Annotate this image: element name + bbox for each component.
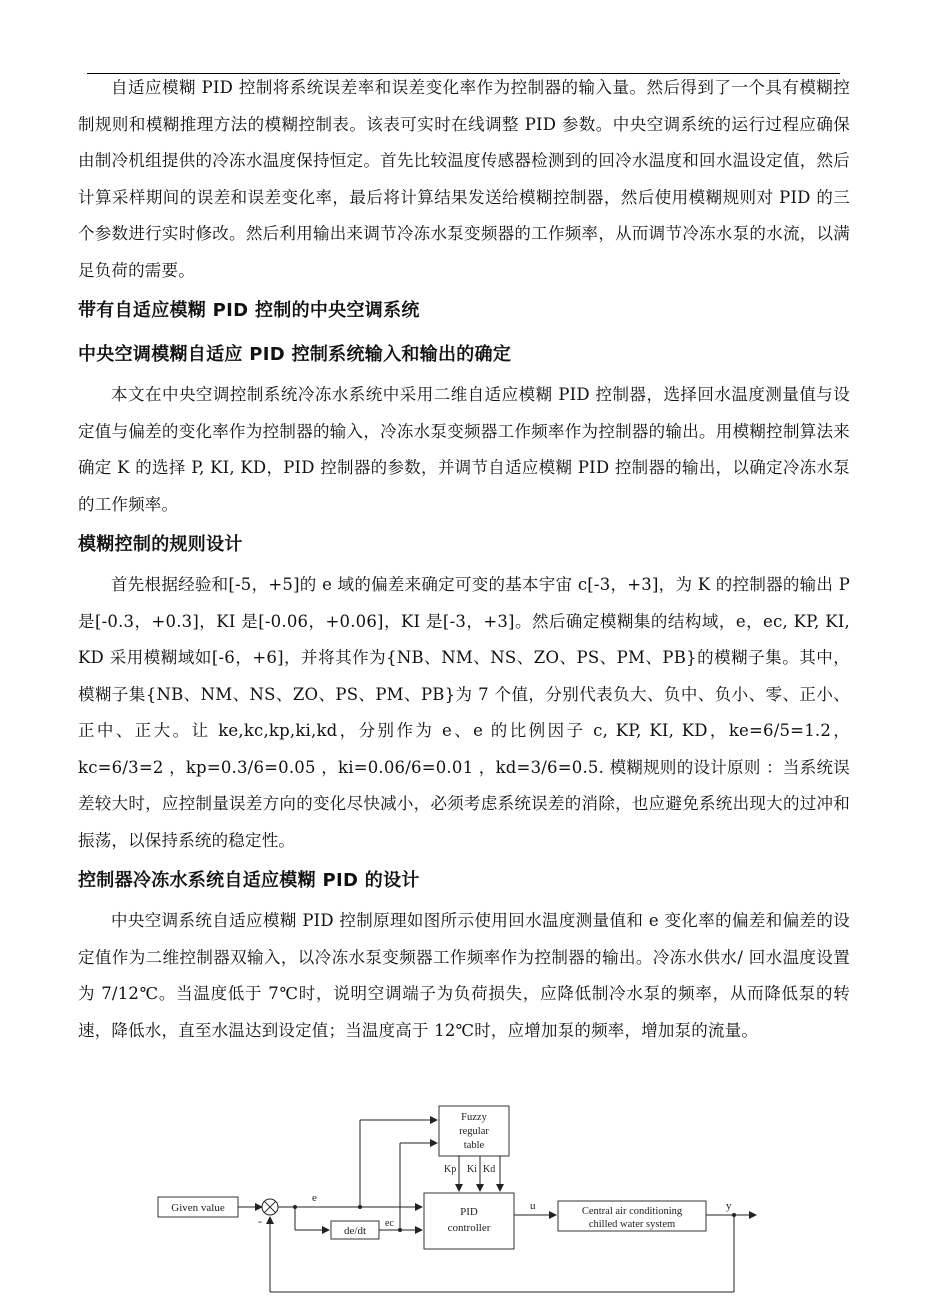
paragraph-io: 本文在中央空调控制系统冷冻水系统中采用二维自适应模糊 PID 控制器，选择回水温度测量值与设定值与偏差的变化率作为控制器的输入，冷冻水泵变频器工作频率作为控制器的输出。用模糊控制算法来确定 K 的选择 P, KI, KD，PID 控制器的参数，并调节自适应模糊 PID 控制器的输出，以确定冷冻水泵的工作频率。 (78, 385, 850, 514)
fuzzy-label-line1: Fuzzy (461, 1112, 487, 1123)
kp-label: Kp (444, 1164, 457, 1175)
plant-label-line1: Central air conditioning (581, 1206, 683, 1217)
section-heading-design: 控制器冷冻水系统自适应模糊 PID 的设计 (78, 870, 420, 891)
ec-label: ec (385, 1218, 394, 1229)
y-label: y (726, 1200, 732, 1212)
fuzzy-label-line3: table (463, 1140, 485, 1151)
error-label: e (312, 1192, 317, 1204)
fuzzy-label-line2: regular (459, 1126, 489, 1137)
pid-label-line2: controller (447, 1222, 491, 1234)
section-heading-rules: 模糊控制的规则设计 (78, 534, 243, 555)
u-label: u (530, 1200, 536, 1212)
control-block-diagram (150, 1098, 770, 1303)
dedt-label: de/dt (344, 1225, 366, 1237)
ki-label: Ki (467, 1164, 477, 1175)
plant-label-line2: chilled water system (588, 1219, 676, 1230)
block-diagram-svg (150, 1098, 770, 1303)
paper-body (78, 70, 850, 1049)
given-value-label: Given value (171, 1202, 225, 1214)
minus-sign: - (258, 1214, 262, 1228)
pid-label-line1: PID (460, 1206, 478, 1218)
paragraph-intro: 自适应模糊 PID 控制将系统误差率和误差变化率作为控制器的输入量。然后得到了一个具有模糊控制规则和模糊推理方法的模糊控制表。该表可实时在线调整 PID 参数。中央空调系统的运行过程应确保由制冷机组提供的冷冻水温度保持恒定。首先比较温度传感器检测到的回冷水温度和回水温设定值，然后计算采样期间的误差和误差变化率，最后将计算结果发送给模糊控制器，然后使用模糊规则对 PID 的三个参数进行实时修改。然后利用输出来调节冷冻水泵变频器的工作频率，从而调节冷冻水泵的水流，以满足负荷的需要。 (78, 78, 850, 280)
pid-controller-block (424, 1193, 514, 1249)
section-heading-io: 中央空调模糊自适应 PID 控制系统输入和输出的确定 (78, 344, 512, 365)
paragraph-design: 中央空调系统自适应模糊 PID 控制原理如图所示使用回水温度测量值和 e 变化率的偏差和偏差的设定值作为二维控制器双输入，以冷冻水泵变频器工作频率作为控制器的输出。冷冻水供水/ 回水温度设置为 7/12℃。当温度低于 7℃时，说明空调端子为负荷损失，应降低制冷水泵的频率，从而降低泵的转速，降低水，直至水温达到设定值；当温度高于 12℃时，应增加泵的频率，增加泵的流量。 (78, 911, 850, 1040)
section-heading-system: 带有自适应模糊 PID 控制的中央空调系统 (78, 300, 420, 321)
kd-label: Kd (483, 1164, 496, 1175)
paragraph-rules: 首先根据经验和[-5，+5]的 e 域的偏差来确定可变的基本宇宙 c[-3，+3]，为 K 的控制器的输出 P 是[-0.3，+0.3]，KI 是[-0.06，+0.06]，KI 是[-3，+3]。然后确定模糊集的结构域，e，ec, KP, KI, KD 采用模糊域如[-6，+6]，并将其作为{NB、NM、NS、ZO、PS、PM、PB}的模糊子集。其中，模糊子集{NB、NM、NS、ZO、PS、PM、PB}为 7 个值，分别代表负大、负中、负小、零、正小、正中、正大。让 ke,kc,kp,ki,kd，分别作为 e、e 的比例因子 c, KP, KI, KD，ke=6/5=1.2，kc=6/3=2 ，kp=0.3/6=0.05 ，ki=0.06/6=0.01 ，kd=3/6=0.5. 模糊规则的设计原则 ：当系统误差较大时，应控制量误差方向的变化尽快减小，必须考虑系统误差的消除，也应避免系统出现大的过冲和振荡，以保持系统的稳定性。 (78, 575, 850, 850)
